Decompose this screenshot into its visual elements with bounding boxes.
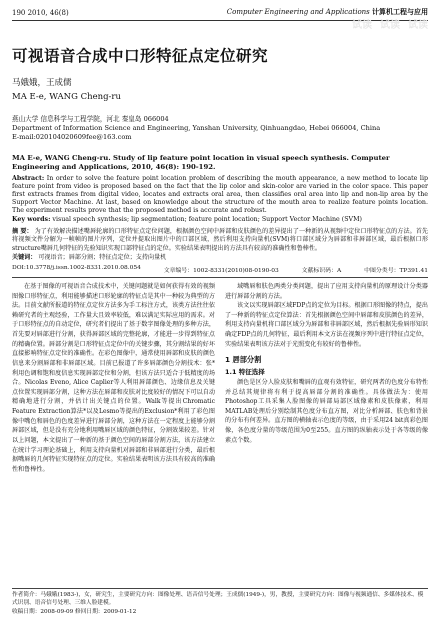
abstract-cn — [12, 228, 428, 254]
journal-name-en: Computer Engineering and Applications — [226, 8, 370, 16]
keywords-en — [12, 216, 428, 224]
abstract-cn-text: 为了有效解决描述嘴唇轮廓的口形特征点定位问题，根据颜色空间中唇部和皮肤颜色的差异提出了一种新的从视频中定位口形特征点的方法。首先将视频文件分解为一帧帧的图片序列，定位并提取出图片中的口部区域，然后利用支持向量机(SVM)将口部区域分为唇部和非唇部区域，最后根据口形structure嘴唇几何特征的先验知识实现口部特征点的定位。实验结果表明提出的方法具有较高的准确性和鲁棒性。 — [12, 227, 429, 253]
watermark-text: 试读 — [352, 20, 372, 31]
body-paragraph: 在基于图像的可视语音合成技术中，关键问题就是如何获得有效的视频图像口形特征点，利用能够描述口形轮廓的特征点是其中一种较为典型的方法。目前文献所报道的特征点定位方法多为手工标注方式，该类方法往往依赖研究者的主观经验，工作量大且效率较低，难以满足实际应用的需求。对于口形特征点的自动定位，研究者们提出了基于数字图像处理的多种方法，首先要对唇部进行分割，获得唇部区域的完整轮廓，才能进一步得到特征点的精确位置。唇部分割是口形特征点定位中的关键步骤，其分割结果的好坏直接影响特征点定位的准确性。在彩色图像中，通常使用唇部和皮肤的颜色信息来分割唇部和非唇部区域。目前已报道了许多唇部颜色分割技术：张*利用色调和饱和度信息实现唇部定位和分割，但该方法只适合于低精度的场合。Nicolas Eveno, Alice Caplier等人利用唇部颜色、边缘信息及关键点位置实现唇部分割，这种方法在唇部和皮肤对比度较好的情况下可以自动精确地进行分割，并估计出关键点的位置。Walk等提出Chromatic Feature Extraction算法*以及Lesmo等提出的Exclusion*利用了彩色图像中嘴色和唇色的色度差异进行唇部分割，这种方法在一定程度上能够分割唇部区域，但是没有充分地利用嘴唇区域的颜色特征，分割效果较差。针对以上问题，本文提出了一种新的基于颜色空间的唇部分割方法，该方法建立在统计学习理论基础上，利用支持向量机对唇部和非唇部进行分类，最后根据嘴唇的几何特征实现特征点的定位。实验结果表明该方法具有较高的准确性和鲁棒性。 — [12, 282, 215, 473]
body-columns — [12, 282, 428, 475]
clc-number: 中图分类号：TP391.41 — [364, 267, 428, 274]
watermark — [352, 16, 428, 31]
authors-cn: 马娥娥，王成儒 — [12, 78, 72, 88]
article-number: 文章编号：1002-8331(2010)08-0190-03 — [163, 267, 279, 274]
citation: MA E-e, WANG Cheng-ru. Study of lip feature point location in visual speech synthesis. Computer Engineering and Applications, 2010, 46(8): 190-192. — [12, 154, 390, 172]
section-heading: 1 唇部分割 — [225, 355, 262, 365]
keywords-cn-text: 可视语音；唇部分割；特征点定位；支持向量机 — [38, 254, 167, 262]
keywords-cn — [12, 254, 428, 263]
abstract-en-text: In order to solve the feature point location problem of describing the mouth appearance, a new method to locate lip feature point from video is proposed based on the fact that the lip color and skin-color are varied in the color space. This paper first extracts frames from digital video, locates and extracts oral area, then classifies oral area into lip and non-lip area by the Support Vector Machine. At last, based on knowledge about the structure of the mouth area to realize feature points location. The experiment results prove that the proposed method is accurate and robust. — [12, 174, 428, 215]
affiliation-en: Department of Information Science and Engineering, Yanshan University, Qinhuangdao, Hebei 066004, China — [12, 124, 381, 132]
authors-en: MA E-e, WANG Cheng-ru — [12, 92, 121, 102]
document-code: 文献标识码：A — [301, 267, 342, 274]
keywords-cn-label: 关键词： — [12, 254, 37, 262]
abstract-cn-label: 摘 要： — [12, 227, 33, 235]
article-meta — [12, 265, 428, 278]
keywords-en-text: visual speech synthesis; lip segmentation; feature point location; Support Vector Machine (SVM) — [52, 216, 362, 224]
abstract-en — [12, 175, 428, 216]
author-bio: 作者简介：马娥娥(1983-)，女，研究生，主要研究方向：图像处理、语音信号处理；王成儒(1949-)，男，教授，主要研究方向：图像与视频通信、多媒体技术、模式识别、语音信号处理、三维人脸建模。 — [12, 592, 424, 607]
body-paragraph: 颜色是区分人脸皮肤和嘴唇的直观有效特征，研究两者的色度分布特性并总结其规律将有利于提高唇部分割的准确性。具体做法为：使用Photoshop工具采集人脸图像的唇部局部区域像素和皮肤像素，利用MATLAB处理后分别绘制其色度分布直方图，对比分析唇部、肤色和背景的分布有何差异。直方图的横轴表示色度的等级，由于采用24 bit真彩色图像，各色度分量的等级范围为0至255。直方图的纵轴表示处于各等级的像素点个数。 — [225, 378, 428, 444]
footnote — [12, 588, 428, 616]
watermark-text: 试读 — [408, 20, 428, 31]
body-column-right — [225, 282, 428, 475]
subsection-heading: 1.1 特征选择 — [225, 367, 265, 376]
affiliation-cn: 燕山大学 信息科学与工程学院，河北 秦皇岛 066004 — [12, 115, 169, 123]
watermark-text: 试读 — [380, 20, 400, 31]
keywords-en-label: Key words: — [12, 216, 51, 224]
journal-name-cn: 计算机工程与应用 — [372, 7, 428, 16]
abstract-en-label: Abstract: — [12, 174, 45, 182]
author-email: E-mail:020104020609fee@163.com — [12, 133, 132, 141]
body-paragraph: 该文以实现唇部区域FDP点的定位为目标。根据口形图像的特点，提出了一种新的特征点定位算法：首先根据颜色空间中唇部和皮肤颜色的差异，利用支持向量机将口部区域分为唇部和非唇部区域，然后根据先验唇形知识确定FDP点的几何特征，最后利用本文方法在视频序列中进行特征点定位，实验结果表明该方法对于光照变化有较好的鲁棒性。 — [225, 302, 428, 348]
paper-title: 可视语音合成中口形特征点定位研究 — [12, 47, 269, 65]
received-dates: 收稿日期：2008-09-09 修回日期：2009-01-12 — [12, 608, 137, 615]
page-number-issue: 190 2010, 46(8) — [12, 9, 69, 17]
doi: DOI:10.3778/j.issn.1002-8331.2010.08.054 — [12, 264, 141, 271]
body-column-left — [12, 282, 215, 475]
body-paragraph: 域嘴唇和肤色两类分类问题，提出了应用支持向量机的原理设计分类器进行唇部分割的方法。 — [225, 282, 428, 300]
